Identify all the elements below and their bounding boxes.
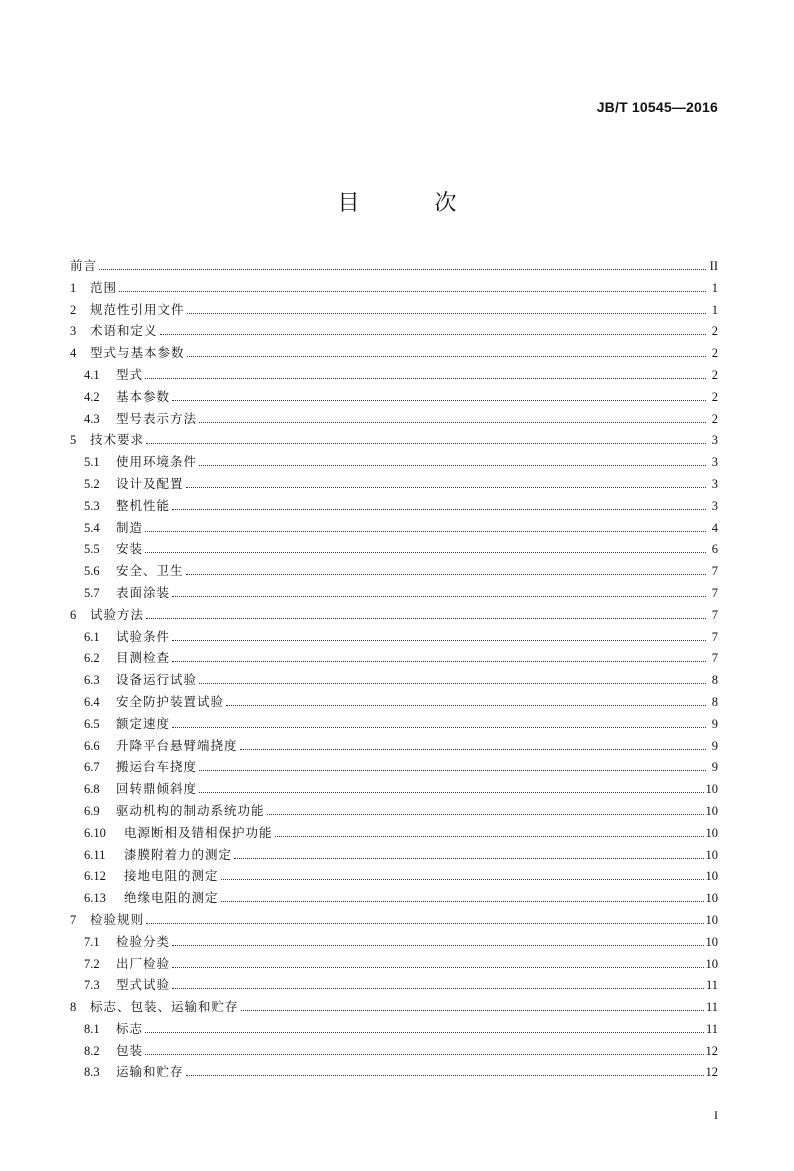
dot-leader (187, 313, 706, 314)
page-number: I (714, 1108, 718, 1122)
toc-entry-page: 11 (705, 1000, 718, 1015)
dot-leader (199, 792, 703, 793)
toc-entry-label: 运输和贮存 (116, 1064, 184, 1080)
toc-entry-label: 安装 (116, 541, 144, 557)
dot-leader (199, 422, 706, 423)
toc-entry[interactable] (70, 343, 718, 365)
toc-entry[interactable] (70, 888, 718, 910)
toc-entry-page: 2 (711, 367, 718, 382)
toc-entry-label: 术语和定义 (90, 323, 158, 339)
dot-leader (172, 967, 703, 968)
dot-leader (145, 378, 706, 379)
toc-entry[interactable] (70, 823, 718, 845)
toc-entry[interactable] (70, 452, 718, 474)
toc-entry[interactable] (70, 801, 718, 823)
dot-leader (172, 400, 706, 401)
toc-entry-page: 3 (711, 498, 718, 513)
toc-entry[interactable] (70, 670, 718, 692)
toc-entry-label: 目测检查 (116, 650, 171, 666)
toc-entry-page: 2 (711, 324, 718, 339)
toc-entry-number: 4.2 (84, 389, 100, 404)
toc-entry-number: 5.4 (84, 520, 100, 535)
toc-entry-label: 安全、卫生 (116, 563, 184, 579)
dot-leader (221, 879, 704, 880)
toc-entry-number: 7.3 (84, 978, 100, 993)
toc-entry-label: 安全防护装置试验 (116, 693, 225, 709)
toc-entry[interactable] (70, 256, 718, 278)
toc-entry-label: 标志、包装、运输和贮存 (90, 999, 239, 1015)
toc-entry-page: 3 (711, 476, 718, 491)
toc-entry[interactable] (70, 954, 718, 976)
toc-entry-page: 7 (711, 564, 718, 579)
toc-entry[interactable] (70, 910, 718, 932)
dot-leader (172, 727, 706, 728)
toc-entry-number: 4.1 (84, 367, 100, 382)
toc-entry[interactable] (70, 845, 718, 867)
toc-entry-page: 1 (711, 302, 718, 317)
toc-entry-page: II (709, 259, 718, 273)
toc-entry-number: 6.1 (84, 629, 100, 644)
dot-leader (172, 640, 706, 641)
toc-entry-page: 11 (705, 1021, 718, 1036)
toc-entry-page: 11 (705, 978, 718, 993)
toc-entry-page: 2 (711, 389, 718, 404)
toc-entry[interactable] (70, 518, 718, 540)
dot-leader (172, 988, 704, 989)
toc-entry-page: 10 (705, 803, 718, 818)
toc-entry-label: 绝缘电阻的测定 (124, 890, 219, 906)
dot-leader (146, 618, 706, 619)
toc-entry[interactable] (70, 932, 718, 954)
dot-leader (172, 596, 706, 597)
dot-leader (186, 574, 706, 575)
toc-entry[interactable] (70, 605, 718, 627)
toc-entry-number: 3 (70, 324, 77, 339)
toc-entry-number: 6.2 (84, 651, 100, 666)
toc-entry-label: 整机性能 (116, 497, 171, 513)
toc-entry-label: 试验方法 (90, 606, 145, 622)
toc-entry-number: 5.2 (84, 476, 100, 491)
dot-leader (145, 1054, 703, 1055)
toc-entry[interactable] (70, 496, 718, 518)
toc-entry-label: 型式试验 (116, 977, 171, 993)
toc-entry[interactable] (70, 779, 718, 801)
toc-entry-number: 5.6 (84, 564, 100, 579)
dot-leader (241, 1010, 704, 1011)
toc-entry-number: 8 (70, 1000, 77, 1015)
toc-entry-page: 3 (711, 455, 718, 470)
toc-entry-page: 3 (711, 433, 718, 448)
toc-entry-label: 接地电阻的测定 (124, 868, 219, 884)
toc-entry-number: 8.3 (84, 1065, 100, 1080)
toc-entry-label: 检验规则 (90, 911, 145, 927)
toc-entry[interactable] (70, 539, 718, 561)
toc-entry[interactable] (70, 321, 718, 343)
toc-entry-label: 回转鼎倾斜度 (116, 781, 198, 797)
toc-entry[interactable] (70, 409, 718, 431)
toc-entry-number: 4 (70, 346, 77, 361)
toc-entry[interactable] (70, 430, 718, 452)
toc-entry-number: 5 (70, 433, 77, 448)
toc-entry-label: 技术要求 (90, 432, 145, 448)
page-title: 目 次 (337, 191, 491, 216)
dot-leader (240, 749, 706, 750)
toc-entry-label: 使用环境条件 (116, 454, 198, 470)
toc-entry[interactable] (70, 997, 718, 1019)
toc-entry-number: 6.9 (84, 803, 100, 818)
toc-entry[interactable] (70, 365, 718, 387)
dot-leader (119, 291, 706, 292)
toc-entry-label: 表面涂装 (116, 584, 171, 600)
toc-entry[interactable] (70, 975, 718, 997)
toc-entry[interactable] (70, 648, 718, 670)
dot-leader (267, 814, 704, 815)
toc-entry-label: 范围 (90, 279, 118, 295)
toc-entry-number: 8.1 (84, 1021, 100, 1036)
dot-leader (275, 836, 704, 837)
toc-entry-page: 2 (711, 411, 718, 426)
dot-leader (160, 334, 706, 335)
toc-entry-label: 驱动机构的制动系统功能 (116, 802, 265, 818)
toc-entry-number: 5.5 (84, 542, 100, 557)
toc-entry[interactable] (70, 1041, 718, 1063)
toc-entry-number: 7.2 (84, 956, 100, 971)
toc-entry-label: 型式与基本参数 (90, 345, 185, 361)
toc-entry[interactable] (70, 692, 718, 714)
toc-entry-page: 10 (705, 956, 718, 971)
toc-entry-page: 10 (705, 869, 718, 884)
toc-entry-page: 4 (711, 520, 718, 535)
toc-entry[interactable] (70, 866, 718, 888)
toc-entry[interactable] (70, 714, 718, 736)
toc-entry-number: 6.10 (84, 825, 106, 840)
toc-entry-number: 6.5 (84, 716, 100, 731)
toc-entry-page: 10 (705, 934, 718, 949)
toc-entry-number: 6.7 (84, 760, 100, 775)
toc-entry-label: 设计及配置 (116, 475, 184, 491)
toc-entry-number: 2 (70, 302, 77, 317)
toc-entry[interactable] (70, 474, 718, 496)
toc-entry-page: 7 (711, 629, 718, 644)
dot-leader (234, 858, 703, 859)
toc-entry-number: 4.3 (84, 411, 100, 426)
toc-entry-number: 6.4 (84, 694, 100, 709)
toc-entry-page: 10 (705, 782, 718, 797)
toc-entry-number: 5.7 (84, 585, 100, 600)
toc-entry-label: 搬运台车挠度 (116, 759, 198, 775)
toc-entry[interactable] (70, 757, 718, 779)
dot-leader (199, 770, 706, 771)
toc-entry-number: 1 (70, 280, 77, 295)
dot-leader (145, 531, 706, 532)
toc-entry-label: 检验分类 (116, 933, 171, 949)
toc-entry-number: 6.12 (84, 869, 106, 884)
toc-entry-page: 6 (711, 542, 718, 557)
toc-entry-number: 5.3 (84, 498, 100, 513)
toc-entry-page: 10 (705, 825, 718, 840)
dot-leader (172, 509, 706, 510)
standard-code: JB/T 10545—2016 (596, 99, 718, 115)
toc-entry-page: 10 (705, 891, 718, 906)
toc-entry-page: 8 (711, 673, 718, 688)
toc-entry-page: 7 (711, 585, 718, 600)
toc-entry-label: 出厂检验 (116, 955, 171, 971)
dot-leader (145, 552, 706, 553)
toc-entry-number: 7 (70, 912, 77, 927)
toc-entry[interactable] (70, 561, 718, 583)
toc-entry[interactable] (70, 627, 718, 649)
toc-entry-label: 基本参数 (116, 388, 171, 404)
toc-entry-label: 前言 (70, 258, 98, 273)
toc-entry-label: 型号表示方法 (116, 410, 198, 426)
toc-entry-label: 标志 (116, 1020, 144, 1036)
toc-entry-number: 6.11 (84, 847, 106, 862)
toc-entry-page: 1 (711, 280, 718, 295)
toc-entry-number: 6.8 (84, 782, 100, 797)
dot-leader (221, 901, 704, 902)
toc-entry-number: 8.2 (84, 1043, 100, 1058)
toc-entry-label: 漆膜附着力的测定 (124, 846, 233, 862)
toc-entry-page: 2 (711, 346, 718, 361)
toc-entry[interactable] (70, 278, 718, 300)
toc-entry-label: 制造 (116, 519, 144, 535)
toc-entry-page: 9 (711, 738, 718, 753)
toc-entry[interactable] (70, 1062, 718, 1084)
toc-entry-label: 型式 (116, 366, 144, 382)
toc-entry-page: 7 (711, 651, 718, 666)
toc-entry-label: 电源断相及错相保护功能 (124, 824, 273, 840)
toc-entry[interactable] (70, 736, 718, 758)
dot-leader (199, 465, 706, 466)
dot-leader (145, 1032, 704, 1033)
toc-entry-page: 10 (705, 847, 718, 862)
toc-entry-label: 规范性引用文件 (90, 301, 185, 317)
dot-leader (186, 1075, 704, 1076)
toc-entry[interactable] (70, 583, 718, 605)
table-of-contents (70, 256, 718, 1084)
toc-entry-label: 包装 (116, 1042, 144, 1058)
toc-entry[interactable] (70, 300, 718, 322)
toc-entry-number: 6.3 (84, 673, 100, 688)
dot-leader (187, 356, 706, 357)
dot-leader (172, 945, 703, 946)
toc-entry-label: 升降平台悬臂端挠度 (116, 737, 238, 753)
toc-entry-page: 9 (711, 716, 718, 731)
toc-entry-label: 额定速度 (116, 715, 171, 731)
toc-entry-page: 12 (705, 1043, 718, 1058)
toc-entry-number: 5.1 (84, 455, 100, 470)
toc-entry-number: 7.1 (84, 934, 100, 949)
toc-entry-number: 6.13 (84, 891, 106, 906)
toc-entry[interactable] (70, 1019, 718, 1041)
toc-entry-label: 设备运行试验 (116, 672, 198, 688)
toc-entry-label: 试验条件 (116, 628, 171, 644)
toc-entry-number: 6.6 (84, 738, 100, 753)
dot-leader (146, 923, 703, 924)
toc-entry-number: 6 (70, 607, 77, 622)
dot-leader (172, 661, 706, 662)
toc-entry-page: 10 (705, 912, 718, 927)
dot-leader (99, 269, 706, 270)
dot-leader (146, 443, 706, 444)
dot-leader (199, 683, 706, 684)
toc-entry-page: 8 (711, 694, 718, 709)
toc-entry[interactable] (70, 387, 718, 409)
toc-entry-page: 9 (711, 760, 718, 775)
toc-entry-page: 7 (711, 607, 718, 622)
dot-leader (226, 705, 706, 706)
dot-leader (186, 487, 706, 488)
toc-entry-page: 12 (705, 1065, 718, 1080)
